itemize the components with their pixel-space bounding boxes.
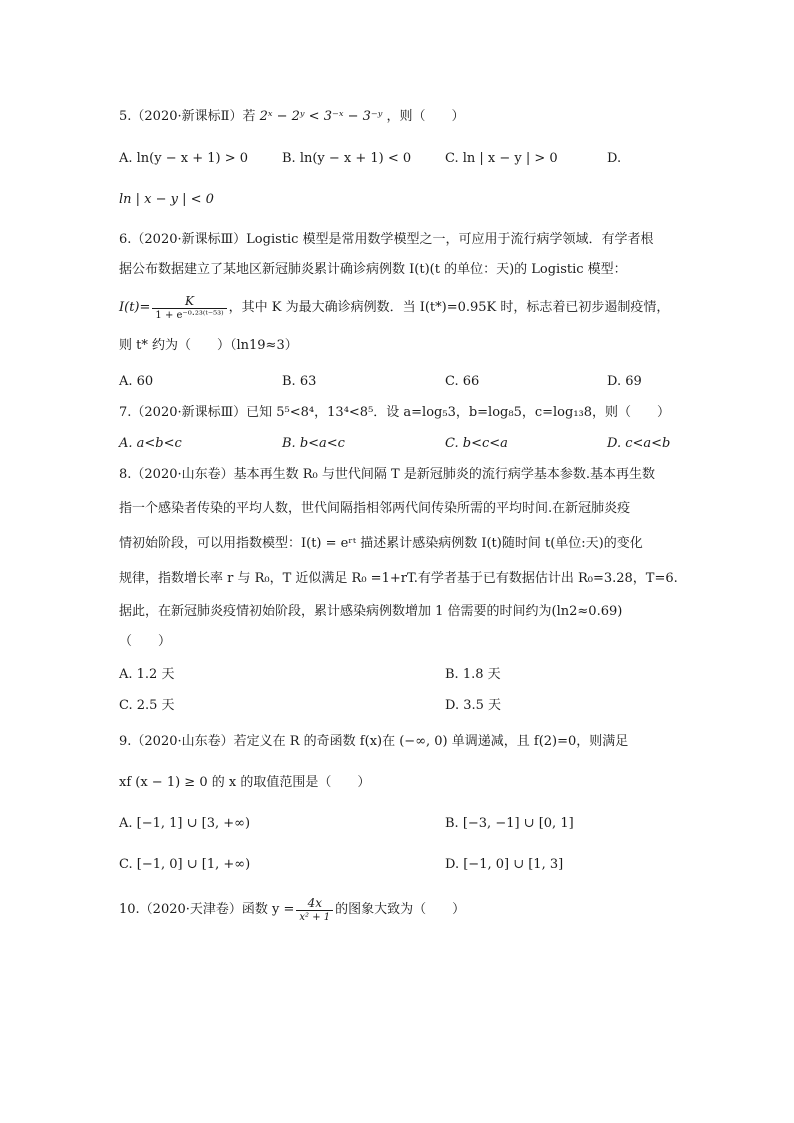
q9-option-b: B. [−3, −1] ∪ [0, 1] xyxy=(445,816,574,831)
q5-condition: 2ˣ − 2ʸ < 3⁻ˣ − 3⁻ʸ xyxy=(259,109,383,124)
q7-stem: 7.（2020·新课标Ⅲ）已知 5⁵<8⁴，13⁴<8⁵．设 a=log₅3，b=log₈5，c=log₁₃8，则（ ） xyxy=(119,405,671,420)
q8-option-d: D. 3.5 天 xyxy=(445,698,502,713)
q5-stem xyxy=(119,108,465,126)
q7-option-d: D. c<a<b xyxy=(607,436,671,451)
q6-formula-fraction xyxy=(152,294,226,322)
q5-suffix: ，则（ ） xyxy=(386,109,465,124)
q9-line-1: 9.（2020·山东卷）若定义在 R 的奇函数 f(x)在 (−∞, 0) 单调递减，且 f(2)=0，则满足 xyxy=(119,734,629,749)
q8-option-c: C. 2.5 天 xyxy=(119,698,175,713)
q6-line-4: 则 t* 约为（ ）（ln19≈3） xyxy=(119,338,298,353)
q6-option-a: A. 60 xyxy=(119,374,154,389)
q6-line-3-rest: ，其中 K 为最大确诊病例数．当 I(t*)=0.95K 时，标志着已初步遏制疫情， xyxy=(228,300,670,315)
q9-option-d: D. [−1, 0] ∪ [1, 3] xyxy=(445,857,564,872)
q6-line-3 xyxy=(119,293,669,323)
q5-option-d-label: D. xyxy=(607,151,622,166)
q6-formula-denominator: 1 + e⁻⁰·²³⁽ᵗ⁻⁵³⁾ xyxy=(155,309,224,321)
q8-option-b: B. 1.8 天 xyxy=(445,667,501,682)
q10-suffix: 的图象大致为（ ） xyxy=(335,902,466,917)
q6-option-d: D. 69 xyxy=(607,374,642,389)
q6-formula-lhs: I(t)= xyxy=(119,300,151,315)
q10-fraction-numerator: 4x xyxy=(296,896,333,911)
q6-formula-numerator: K xyxy=(152,294,226,309)
q5-option-d-text: ln | x − y | < 0 xyxy=(119,192,214,207)
q8-line-3: 情初始阶段，可以用指数模型：I(t) = eʳᵗ 描述累计感染病例数 I(t)随时间 t(单位:天)的变化 xyxy=(119,536,643,551)
q9-option-c: C. [−1, 0] ∪ [1, +∞) xyxy=(119,857,251,872)
q10-prefix: 10.（2020·天津卷）函数 y = xyxy=(119,902,295,917)
q8-line-2: 指一个感染者传染的平均人数，世代间隔指相邻两代间传染所需的平均时间.在新冠肺炎疫 xyxy=(119,501,631,516)
q6-option-b: B. 63 xyxy=(282,374,317,389)
q8-line-6: （ ） xyxy=(119,634,172,649)
q8-line-4: 规律，指数增长率 r 与 R₀，T 近似满足 R₀ =1+rT.有学者基于已有数据估计出 R₀=3.28，T=6. xyxy=(119,571,678,586)
q5-option-c: C. ln | x − y | > 0 xyxy=(445,151,558,166)
q6-line-2: 据公布数据建立了某地区新冠肺炎累计确诊病例数 I(t)(t 的单位：天)的 Logistic 模型： xyxy=(119,262,627,277)
q10-fraction xyxy=(296,896,333,924)
q5-option-b: B. ln(y − x + 1) < 0 xyxy=(282,151,412,166)
q9-option-a: A. [−1, 1] ∪ [3, +∞) xyxy=(119,816,251,831)
q8-line-1: 8.（2020·山东卷）基本再生数 R₀ 与世代间隔 T 是新冠肺炎的流行病学基本参数.基本再生数 xyxy=(119,467,655,482)
q8-line-5: 据此，在新冠肺炎疫情初始阶段，累计感染病例数增加 1 倍需要的时间约为(ln2≈0.69) xyxy=(119,604,623,619)
q5-prefix: 5.（2020·新课标Ⅱ）若 xyxy=(119,109,256,124)
q7-option-c: C. b<c<a xyxy=(445,436,508,451)
q5-option-a: A. ln(y − x + 1) > 0 xyxy=(119,151,249,166)
q6-line-1: 6.（2020·新课标Ⅲ）Logistic 模型是常用数学模型之一，可应用于流行病学领域．有学者根 xyxy=(119,232,654,247)
q9-line-2: xf (x − 1) ≥ 0 的 x 的取值范围是（ ） xyxy=(119,775,371,790)
q8-option-a: A. 1.2 天 xyxy=(119,667,175,682)
q6-option-c: C. 66 xyxy=(445,374,480,389)
q7-option-b: B. b<a<c xyxy=(282,436,345,451)
q10-fraction-denominator: x² + 1 xyxy=(299,911,331,923)
q7-option-a: A. a<b<c xyxy=(119,436,182,451)
q10-stem xyxy=(119,893,465,927)
